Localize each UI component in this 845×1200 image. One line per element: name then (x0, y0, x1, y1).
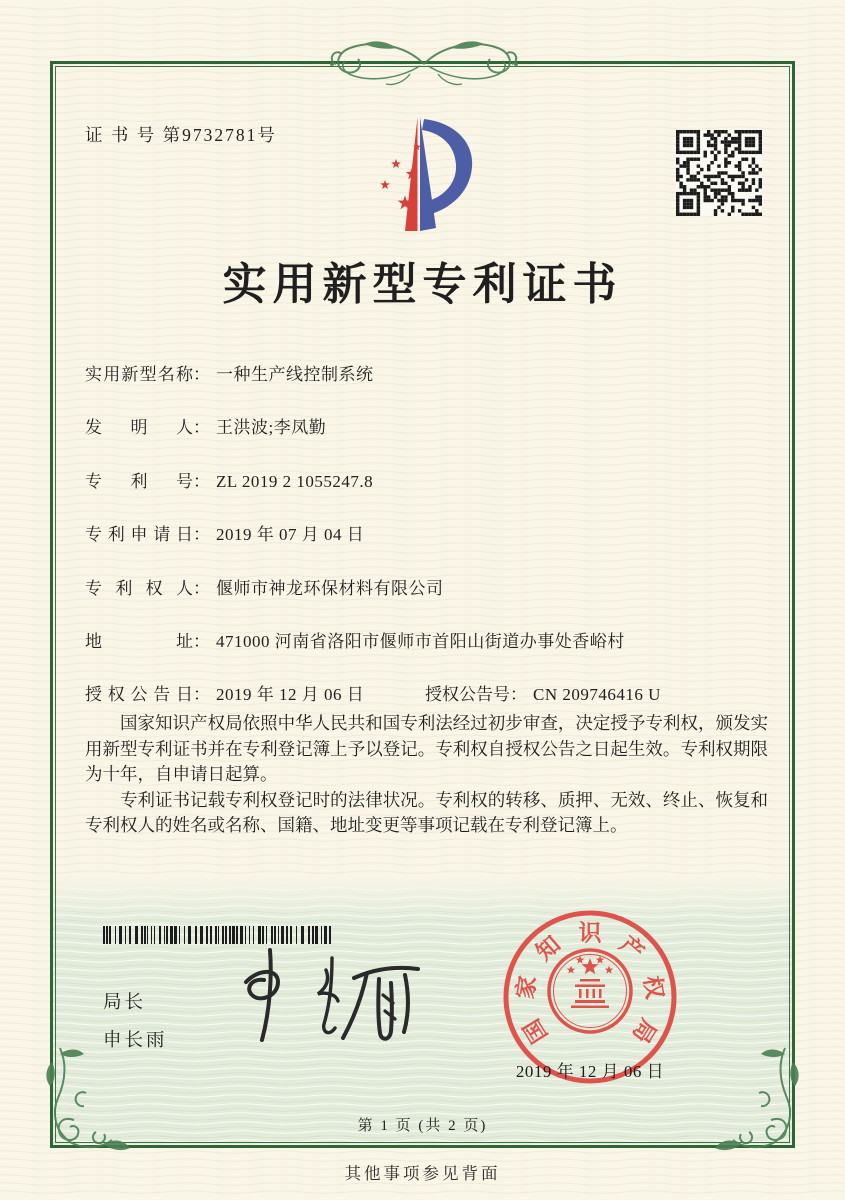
bottom-left-floral-ornament-icon (40, 1046, 135, 1158)
field-row-utility-model-name (85, 360, 775, 413)
back-side-note: 其他事项参见背面 (344, 1164, 501, 1183)
svg-text:识: 识 (578, 920, 602, 946)
grant-number-group (425, 680, 661, 705)
field-label: 地址 (85, 631, 193, 651)
legal-text (85, 711, 768, 839)
field-label: 专利申请日 (85, 525, 193, 545)
field-label: 专利号 (85, 471, 193, 491)
field-row-inventor (85, 413, 775, 466)
grant-date-value: 2019 年 12 月 06 日 (216, 685, 365, 705)
grant-number-value: CN 209746416 U (533, 685, 661, 705)
field-value: 471000 河南省洛阳市偃师市首阳山街道办事处香峪村 (216, 631, 625, 651)
legal-paragraph-2: 专利证书记载专利权登记时的法律状况。专利权的转移、质押、无效、终止、恢复和专利权人的姓名或名称、国籍、地址变更等事项记载在专利登记簿上。 (85, 789, 768, 835)
svg-text:国: 国 (519, 1014, 553, 1048)
field-row-address (85, 627, 775, 680)
director-title: 局长 (103, 993, 147, 1013)
svg-text:局: 局 (627, 1014, 661, 1048)
page-indicator: 第 1 页 (共 2 页) (357, 1118, 488, 1134)
field-label: 实用新型名称 (85, 365, 193, 384)
field-colon: ： (193, 685, 210, 705)
field-row-patentee (85, 574, 775, 627)
seal-organization-text (512, 921, 669, 1048)
field-value: 王洪波;李凤勤 (216, 418, 327, 438)
director-block (103, 984, 168, 1060)
field-colon: ： (510, 685, 527, 705)
svg-text:知: 知 (531, 931, 566, 966)
cnipa-patent-logo-icon (360, 110, 482, 238)
svg-text:权: 权 (639, 974, 668, 1001)
field-value: 偃师市神龙环保材料有限公司 (216, 578, 444, 598)
seal-date: 2019 年 12 月 06 日 (515, 1062, 665, 1081)
director-name: 申长雨 (103, 1031, 168, 1051)
legal-paragraph-1: 国家知识产权局依照中华人民共和国专利法经过初步审查，决定授予专利权，颁发实用新型专利证书并在专利登记簿上予以登记。专利权自授权公告之日起生效。专利权期限为十年，自申请日起算。 (85, 713, 768, 784)
field-label: 授权公告日 (85, 685, 193, 705)
svg-text:家: 家 (512, 974, 541, 1001)
field-label: 发明人 (85, 418, 193, 438)
field-value: 一种生产线控制系统 (216, 365, 374, 384)
field-colon: ： (193, 471, 210, 491)
field-label: 专利权人 (85, 578, 193, 598)
certificate-number: 证 书 号 第9732781号 (85, 125, 277, 145)
certificate-title: 实用新型专利证书 (222, 260, 623, 309)
field-colon: ： (193, 578, 210, 598)
field-value: 2019 年 07 月 04 日 (216, 525, 365, 545)
bottom-right-floral-ornament-icon (710, 1046, 805, 1158)
grant-number-label: 授权公告号 (425, 685, 510, 705)
field-value: ZL 2019 2 1055247.8 (216, 471, 374, 491)
director-signature-icon (226, 938, 436, 1056)
field-row-patent-number (85, 467, 775, 520)
field-colon: ： (193, 631, 210, 651)
official-seal-block (500, 907, 680, 1087)
field-row-application-date (85, 520, 775, 573)
svg-text:产: 产 (614, 931, 649, 966)
field-colon: ： (193, 418, 210, 438)
field-colon: ： (193, 525, 210, 545)
certificate-fields (85, 360, 775, 734)
field-colon: ： (193, 365, 210, 384)
qr-code-icon (676, 130, 762, 216)
top-scroll-ornament-icon (292, 34, 556, 92)
